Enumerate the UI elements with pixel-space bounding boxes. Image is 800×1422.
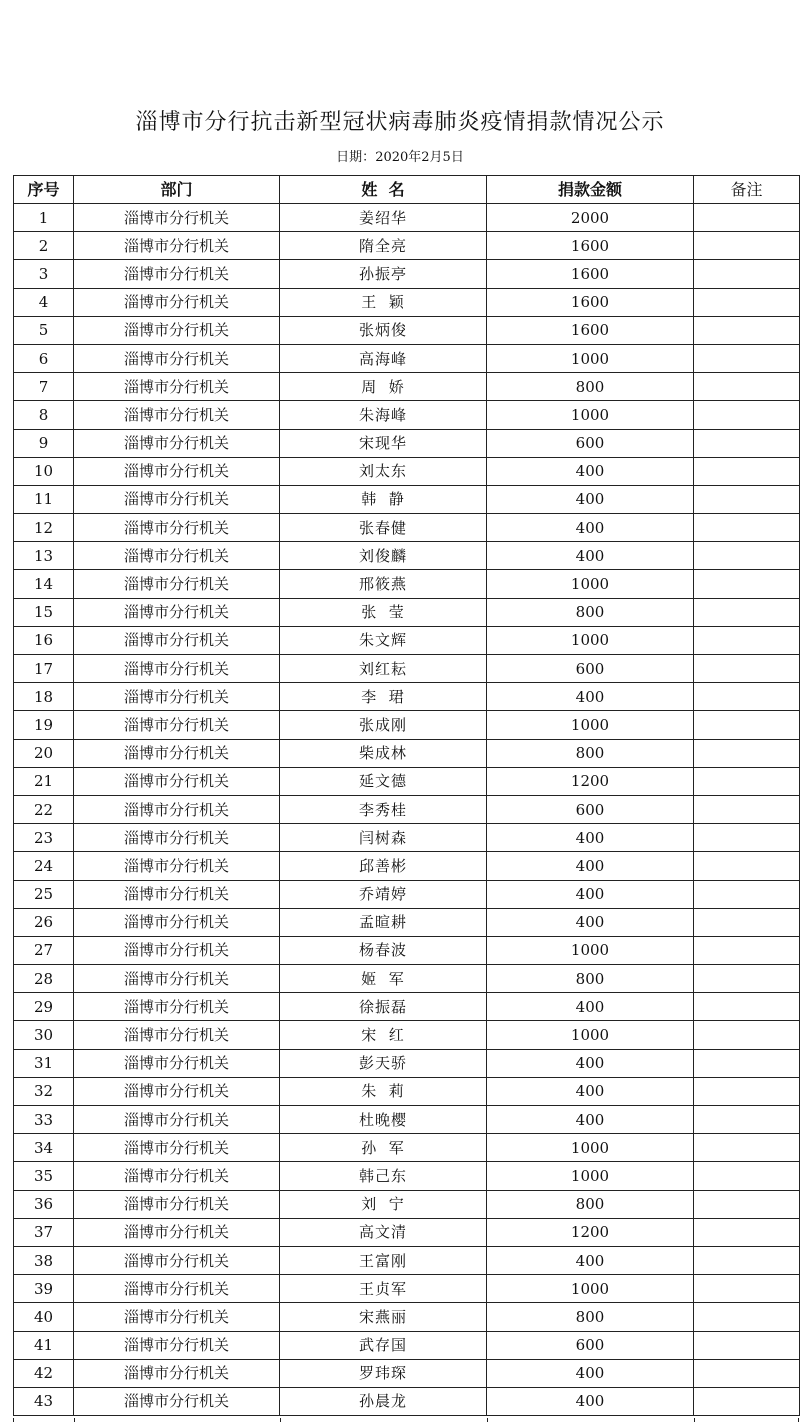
cell-remark xyxy=(694,457,800,485)
cell-index: 6 xyxy=(14,344,74,372)
cell-department: 淄博市分行机关 xyxy=(74,908,280,936)
cell-index: 7 xyxy=(14,373,74,401)
cell-name: 柴成林 xyxy=(280,739,487,767)
cell-name: 彭天骄 xyxy=(280,1049,487,1077)
cell-amount: 1000 xyxy=(487,936,694,964)
cell-department: 淄博市分行机关 xyxy=(74,373,280,401)
cell-amount: 400 xyxy=(487,1359,694,1387)
cell-amount: 1600 xyxy=(487,316,694,344)
cell-name: 延文德 xyxy=(280,767,487,795)
cell-remark xyxy=(694,260,800,288)
cell-index: 36 xyxy=(14,1190,74,1218)
cell-name: 朱文辉 xyxy=(280,626,487,654)
table-row xyxy=(14,316,800,344)
cell-amount: 1600 xyxy=(487,232,694,260)
cell-remark xyxy=(694,429,800,457)
cell-index: 40 xyxy=(14,1303,74,1331)
table-continuation-line xyxy=(13,1418,14,1422)
cell-remark xyxy=(694,936,800,964)
cell-department: 淄博市分行机关 xyxy=(74,429,280,457)
cell-amount: 2000 xyxy=(487,204,694,232)
cell-name: 孙振亭 xyxy=(280,260,487,288)
cell-remark xyxy=(694,1359,800,1387)
cell-index: 26 xyxy=(14,908,74,936)
table-row xyxy=(14,936,800,964)
cell-amount: 800 xyxy=(487,1303,694,1331)
table-row xyxy=(14,767,800,795)
cell-index: 24 xyxy=(14,852,74,880)
table-row xyxy=(14,1190,800,1218)
table-row xyxy=(14,739,800,767)
table-row xyxy=(14,908,800,936)
cell-name: 杨春波 xyxy=(280,936,487,964)
cell-index: 31 xyxy=(14,1049,74,1077)
cell-name: 李 珺 xyxy=(280,683,487,711)
cell-name: 张成刚 xyxy=(280,711,487,739)
cell-department: 淄博市分行机关 xyxy=(74,1387,280,1415)
cell-name: 周 娇 xyxy=(280,373,487,401)
cell-remark xyxy=(694,1218,800,1246)
cell-name: 闫树森 xyxy=(280,824,487,852)
header-remark: 备注 xyxy=(694,176,800,204)
cell-index: 18 xyxy=(14,683,74,711)
table-row xyxy=(14,570,800,598)
cell-department: 淄博市分行机关 xyxy=(74,767,280,795)
table-row xyxy=(14,626,800,654)
cell-remark xyxy=(694,852,800,880)
cell-name: 徐振磊 xyxy=(280,993,487,1021)
cell-index: 21 xyxy=(14,767,74,795)
cell-amount: 400 xyxy=(487,485,694,513)
cell-name: 刘红耘 xyxy=(280,655,487,683)
cell-index: 34 xyxy=(14,1134,74,1162)
cell-department: 淄博市分行机关 xyxy=(74,1275,280,1303)
cell-amount: 1000 xyxy=(487,626,694,654)
cell-index: 1 xyxy=(14,204,74,232)
cell-amount: 1000 xyxy=(487,1021,694,1049)
header-name: 姓 名 xyxy=(280,176,487,204)
cell-index: 25 xyxy=(14,880,74,908)
cell-department: 淄博市分行机关 xyxy=(74,1190,280,1218)
table-row xyxy=(14,1303,800,1331)
cell-amount: 600 xyxy=(487,655,694,683)
cell-amount: 1000 xyxy=(487,1275,694,1303)
cell-amount: 1600 xyxy=(487,260,694,288)
header-index: 序号 xyxy=(14,176,74,204)
cell-index: 17 xyxy=(14,655,74,683)
cell-amount: 800 xyxy=(487,965,694,993)
cell-amount: 600 xyxy=(487,795,694,823)
table-row xyxy=(14,232,800,260)
cell-remark xyxy=(694,626,800,654)
cell-department: 淄博市分行机关 xyxy=(74,401,280,429)
table-continuation-line xyxy=(280,1418,281,1422)
cell-name: 张炳俊 xyxy=(280,316,487,344)
cell-remark xyxy=(694,739,800,767)
cell-department: 淄博市分行机关 xyxy=(74,542,280,570)
cell-department: 淄博市分行机关 xyxy=(74,260,280,288)
cell-index: 35 xyxy=(14,1162,74,1190)
cell-name: 邢筱燕 xyxy=(280,570,487,598)
cell-department: 淄博市分行机关 xyxy=(74,1162,280,1190)
cell-amount: 1000 xyxy=(487,401,694,429)
cell-remark xyxy=(694,824,800,852)
table-row xyxy=(14,401,800,429)
table-continuation-line xyxy=(798,1418,799,1422)
table-row xyxy=(14,1106,800,1134)
cell-index: 5 xyxy=(14,316,74,344)
cell-name: 王 颖 xyxy=(280,288,487,316)
cell-amount: 400 xyxy=(487,908,694,936)
table-row xyxy=(14,204,800,232)
cell-department: 淄博市分行机关 xyxy=(74,1359,280,1387)
table-row xyxy=(14,824,800,852)
cell-department: 淄博市分行机关 xyxy=(74,204,280,232)
cell-remark xyxy=(694,655,800,683)
cell-index: 43 xyxy=(14,1387,74,1415)
table-row xyxy=(14,542,800,570)
cell-remark xyxy=(694,993,800,1021)
cell-index: 22 xyxy=(14,795,74,823)
cell-name: 张春健 xyxy=(280,514,487,542)
cell-name: 宋 红 xyxy=(280,1021,487,1049)
cell-remark xyxy=(694,1106,800,1134)
cell-department: 淄博市分行机关 xyxy=(74,993,280,1021)
cell-department: 淄博市分行机关 xyxy=(74,965,280,993)
table-row xyxy=(14,965,800,993)
cell-amount: 400 xyxy=(487,542,694,570)
cell-index: 28 xyxy=(14,965,74,993)
cell-remark xyxy=(694,1303,800,1331)
table-row xyxy=(14,1134,800,1162)
table-row xyxy=(14,514,800,542)
cell-remark xyxy=(694,1077,800,1105)
cell-amount: 800 xyxy=(487,739,694,767)
cell-amount: 600 xyxy=(487,429,694,457)
cell-index: 12 xyxy=(14,514,74,542)
cell-department: 淄博市分行机关 xyxy=(74,1303,280,1331)
cell-index: 32 xyxy=(14,1077,74,1105)
table-row xyxy=(14,1049,800,1077)
table-row xyxy=(14,373,800,401)
cell-remark xyxy=(694,514,800,542)
cell-name: 刘太东 xyxy=(280,457,487,485)
date-value: 2020年2月5日 xyxy=(375,150,464,165)
cell-amount: 800 xyxy=(487,598,694,626)
cell-remark xyxy=(694,795,800,823)
cell-amount: 400 xyxy=(487,683,694,711)
cell-name: 隋全亮 xyxy=(280,232,487,260)
cell-amount: 1000 xyxy=(487,1162,694,1190)
table-row xyxy=(14,711,800,739)
table-body xyxy=(14,204,800,1416)
cell-remark xyxy=(694,373,800,401)
cell-name: 姬 军 xyxy=(280,965,487,993)
cell-department: 淄博市分行机关 xyxy=(74,232,280,260)
cell-department: 淄博市分行机关 xyxy=(74,1246,280,1274)
cell-amount: 400 xyxy=(487,1077,694,1105)
cell-remark xyxy=(694,880,800,908)
cell-index: 4 xyxy=(14,288,74,316)
table-row xyxy=(14,993,800,1021)
cell-index: 19 xyxy=(14,711,74,739)
cell-department: 淄博市分行机关 xyxy=(74,598,280,626)
cell-index: 20 xyxy=(14,739,74,767)
cell-department: 淄博市分行机关 xyxy=(74,1106,280,1134)
header-amount: 捐款金额 xyxy=(487,176,694,204)
table-row xyxy=(14,683,800,711)
table-header-row xyxy=(14,176,800,204)
cell-index: 38 xyxy=(14,1246,74,1274)
cell-index: 13 xyxy=(14,542,74,570)
cell-amount: 800 xyxy=(487,1190,694,1218)
cell-department: 淄博市分行机关 xyxy=(74,655,280,683)
cell-remark xyxy=(694,1275,800,1303)
cell-name: 韩 静 xyxy=(280,485,487,513)
cell-amount: 400 xyxy=(487,993,694,1021)
cell-index: 29 xyxy=(14,993,74,1021)
cell-name: 孙晨龙 xyxy=(280,1387,487,1415)
cell-index: 42 xyxy=(14,1359,74,1387)
cell-name: 刘俊麟 xyxy=(280,542,487,570)
cell-remark xyxy=(694,908,800,936)
cell-amount: 400 xyxy=(487,1049,694,1077)
table-continuation-line xyxy=(74,1418,75,1422)
table-row xyxy=(14,795,800,823)
cell-index: 10 xyxy=(14,457,74,485)
cell-amount: 400 xyxy=(487,1106,694,1134)
cell-name: 孙 军 xyxy=(280,1134,487,1162)
cell-amount: 1200 xyxy=(487,1218,694,1246)
cell-index: 3 xyxy=(14,260,74,288)
cell-index: 8 xyxy=(14,401,74,429)
cell-remark xyxy=(694,570,800,598)
cell-remark xyxy=(694,1049,800,1077)
cell-remark xyxy=(694,1190,800,1218)
cell-amount: 400 xyxy=(487,852,694,880)
cell-amount: 400 xyxy=(487,824,694,852)
cell-index: 30 xyxy=(14,1021,74,1049)
cell-name: 武存国 xyxy=(280,1331,487,1359)
table-continuation-line xyxy=(487,1418,488,1422)
table-row xyxy=(14,1331,800,1359)
cell-amount: 1000 xyxy=(487,1134,694,1162)
cell-index: 9 xyxy=(14,429,74,457)
date-line xyxy=(0,148,800,168)
cell-remark xyxy=(694,1134,800,1162)
cell-index: 14 xyxy=(14,570,74,598)
cell-amount: 1600 xyxy=(487,288,694,316)
table-row xyxy=(14,655,800,683)
cell-name: 杜晚樱 xyxy=(280,1106,487,1134)
cell-department: 淄博市分行机关 xyxy=(74,626,280,654)
cell-remark xyxy=(694,711,800,739)
table-row xyxy=(14,598,800,626)
cell-remark xyxy=(694,204,800,232)
cell-name: 韩己东 xyxy=(280,1162,487,1190)
cell-remark xyxy=(694,401,800,429)
cell-name: 孟暄耕 xyxy=(280,908,487,936)
cell-index: 33 xyxy=(14,1106,74,1134)
cell-department: 淄博市分行机关 xyxy=(74,880,280,908)
cell-amount: 400 xyxy=(487,514,694,542)
table-row xyxy=(14,1218,800,1246)
cell-name: 邱善彬 xyxy=(280,852,487,880)
cell-index: 39 xyxy=(14,1275,74,1303)
cell-department: 淄博市分行机关 xyxy=(74,683,280,711)
cell-amount: 600 xyxy=(487,1331,694,1359)
cell-name: 王贞军 xyxy=(280,1275,487,1303)
cell-index: 15 xyxy=(14,598,74,626)
table-row xyxy=(14,344,800,372)
cell-department: 淄博市分行机关 xyxy=(74,1218,280,1246)
cell-name: 王富刚 xyxy=(280,1246,487,1274)
cell-amount: 800 xyxy=(487,373,694,401)
cell-remark xyxy=(694,288,800,316)
table-row xyxy=(14,260,800,288)
cell-amount: 400 xyxy=(487,457,694,485)
cell-index: 27 xyxy=(14,936,74,964)
cell-remark xyxy=(694,767,800,795)
cell-index: 11 xyxy=(14,485,74,513)
date-label: 日期： xyxy=(336,150,376,165)
cell-amount: 1000 xyxy=(487,711,694,739)
cell-department: 淄博市分行机关 xyxy=(74,795,280,823)
table-row xyxy=(14,1275,800,1303)
cell-name: 刘 宁 xyxy=(280,1190,487,1218)
table-row xyxy=(14,1021,800,1049)
cell-department: 淄博市分行机关 xyxy=(74,1049,280,1077)
cell-department: 淄博市分行机关 xyxy=(74,824,280,852)
cell-amount: 400 xyxy=(487,1387,694,1415)
cell-remark xyxy=(694,344,800,372)
table-row xyxy=(14,429,800,457)
cell-remark xyxy=(694,1162,800,1190)
cell-department: 淄博市分行机关 xyxy=(74,711,280,739)
cell-amount: 400 xyxy=(487,1246,694,1274)
cell-department: 淄博市分行机关 xyxy=(74,514,280,542)
cell-department: 淄博市分行机关 xyxy=(74,739,280,767)
cell-name: 乔靖婷 xyxy=(280,880,487,908)
cell-remark xyxy=(694,542,800,570)
cell-department: 淄博市分行机关 xyxy=(74,288,280,316)
cell-department: 淄博市分行机关 xyxy=(74,1077,280,1105)
table-row xyxy=(14,457,800,485)
cell-index: 41 xyxy=(14,1331,74,1359)
cell-remark xyxy=(694,598,800,626)
cell-department: 淄博市分行机关 xyxy=(74,1331,280,1359)
table-row xyxy=(14,1077,800,1105)
table-continuation-line xyxy=(694,1418,695,1422)
cell-department: 淄博市分行机关 xyxy=(74,485,280,513)
cell-department: 淄博市分行机关 xyxy=(74,936,280,964)
page-title: 淄博市分行抗击新型冠状病毒肺炎疫情捐款情况公示 xyxy=(135,110,665,135)
cell-remark xyxy=(694,1331,800,1359)
cell-index: 16 xyxy=(14,626,74,654)
cell-name: 朱 莉 xyxy=(280,1077,487,1105)
cell-name: 罗玮琛 xyxy=(280,1359,487,1387)
cell-amount: 400 xyxy=(487,880,694,908)
cell-index: 23 xyxy=(14,824,74,852)
table-row xyxy=(14,1162,800,1190)
cell-department: 淄博市分行机关 xyxy=(74,1134,280,1162)
cell-department: 淄博市分行机关 xyxy=(74,852,280,880)
cell-remark xyxy=(694,1387,800,1415)
table-row xyxy=(14,1246,800,1274)
cell-name: 高文清 xyxy=(280,1218,487,1246)
cell-name: 宋燕丽 xyxy=(280,1303,487,1331)
cell-name: 宋现华 xyxy=(280,429,487,457)
cell-amount: 1200 xyxy=(487,767,694,795)
cell-amount: 1000 xyxy=(487,344,694,372)
cell-index: 37 xyxy=(14,1218,74,1246)
cell-amount: 1000 xyxy=(487,570,694,598)
cell-name: 高海峰 xyxy=(280,344,487,372)
table-row xyxy=(14,485,800,513)
cell-remark xyxy=(694,683,800,711)
header-department: 部门 xyxy=(74,176,280,204)
cell-index: 2 xyxy=(14,232,74,260)
cell-department: 淄博市分行机关 xyxy=(74,316,280,344)
cell-remark xyxy=(694,232,800,260)
cell-department: 淄博市分行机关 xyxy=(74,570,280,598)
table-row xyxy=(14,1387,800,1415)
cell-department: 淄博市分行机关 xyxy=(74,1021,280,1049)
table-row xyxy=(14,852,800,880)
cell-remark xyxy=(694,1021,800,1049)
cell-name: 张 莹 xyxy=(280,598,487,626)
table-row xyxy=(14,880,800,908)
cell-name: 姜绍华 xyxy=(280,204,487,232)
cell-remark xyxy=(694,1246,800,1274)
donation-table xyxy=(13,175,800,1416)
table-row xyxy=(14,1359,800,1387)
cell-remark xyxy=(694,485,800,513)
cell-remark xyxy=(694,965,800,993)
cell-remark xyxy=(694,316,800,344)
cell-department: 淄博市分行机关 xyxy=(74,344,280,372)
cell-name: 朱海峰 xyxy=(280,401,487,429)
cell-name: 李秀桂 xyxy=(280,795,487,823)
cell-department: 淄博市分行机关 xyxy=(74,457,280,485)
table-row xyxy=(14,288,800,316)
